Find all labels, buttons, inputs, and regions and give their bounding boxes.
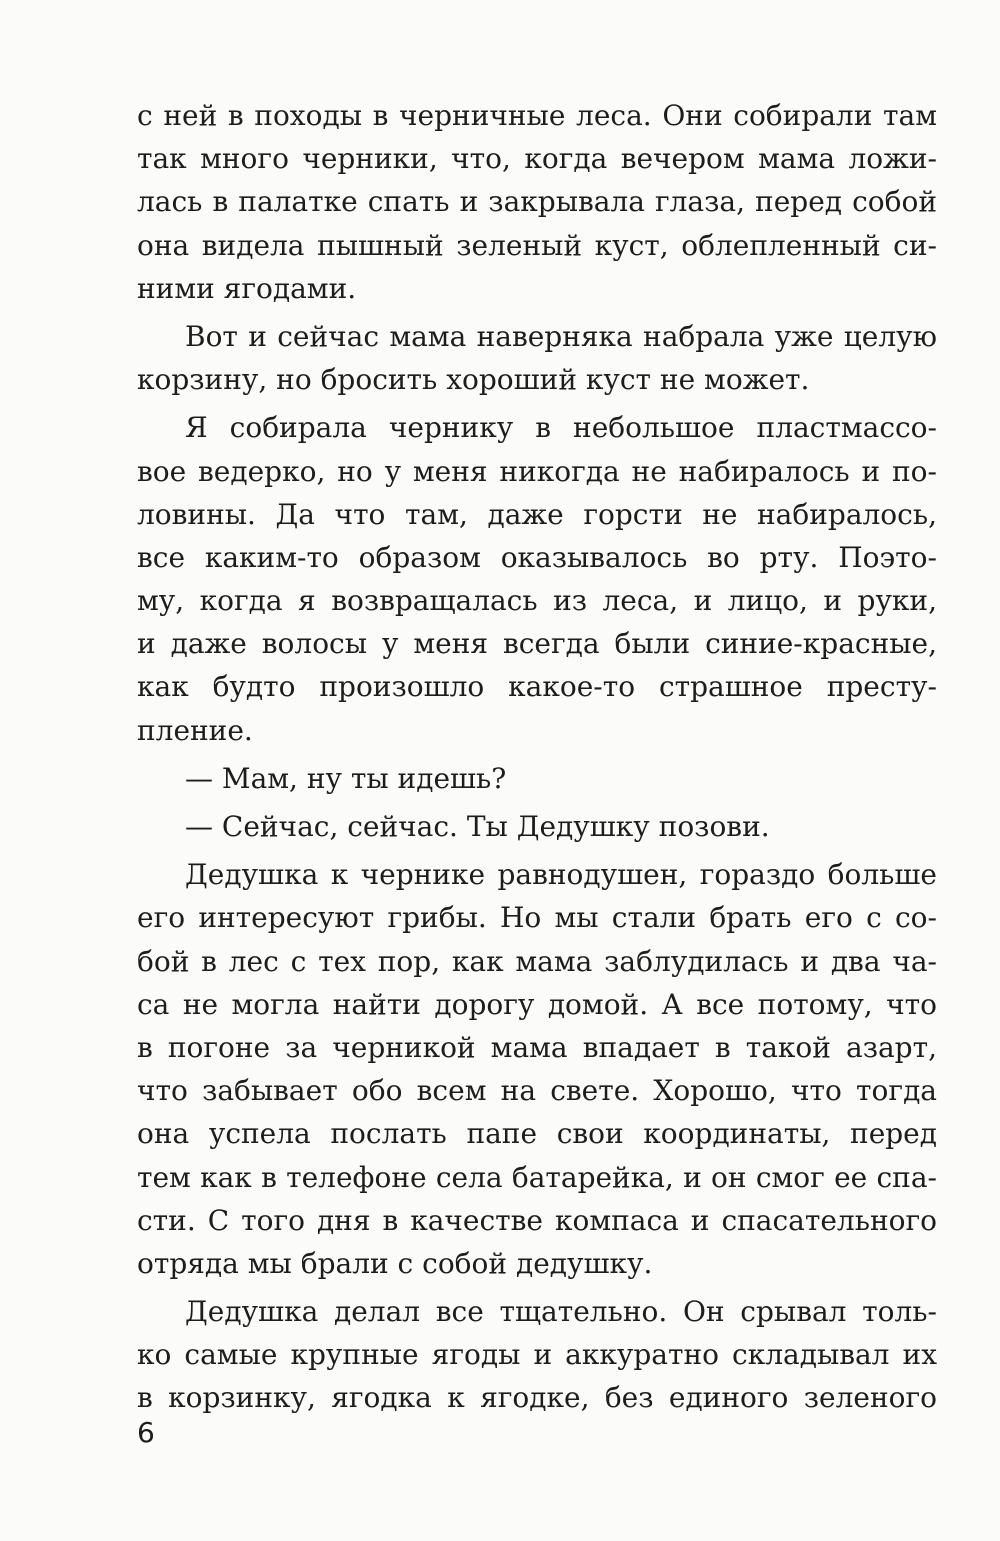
- text-line: са не могла найти дорогу домой. А все потому, что: [137, 987, 937, 1021]
- text-line: его интересуют грибы. Но мы стали брать его с со-: [137, 901, 937, 935]
- text-line: с ней в походы в черничные леса. Они собирали там: [137, 99, 937, 132]
- text-line: она видела пышный зеленый куст, облепленный си-: [137, 228, 937, 262]
- text-line: в погоне за черникой мама впадает в такой азарт,: [137, 1030, 937, 1064]
- text-line: как будто произошло какое-то страшное престу-: [137, 670, 937, 704]
- text-line: пление.: [137, 713, 253, 747]
- paragraph: [137, 757, 937, 800]
- text-line: вое ведерко, но у меня никогда не набиралось и по-: [137, 454, 937, 488]
- text-line: все каким-то образом оказывалось во рту. Поэто-: [137, 540, 937, 574]
- text-line: корзину, но бросить хороший куст не может.: [137, 363, 810, 397]
- paragraph: [137, 406, 937, 752]
- text-line: и даже волосы у меня всегда были синие-красные,: [137, 627, 937, 661]
- text-line: она успела послать папе свои координаты, перед: [137, 1117, 937, 1151]
- paragraph: [137, 853, 937, 1285]
- text-line: му, когда я возвращалась из леса, и лицо, и руки,: [137, 584, 937, 618]
- text-line: лась в палатке спать и закрывала глаза, перед собой: [137, 185, 937, 219]
- text-line: тем как в телефоне села батарейка, и он смог ее спа-: [137, 1160, 937, 1194]
- text-line: ними ягодами.: [137, 271, 357, 305]
- text-line: Я собирала чернику в небольшое пластмассо-: [185, 411, 937, 445]
- paragraph: [137, 315, 937, 401]
- text-line: Дедушка делал все тщательно. Он срывал толь-: [185, 1295, 937, 1329]
- text-line: в корзинку, ягодка к ягодке, без единого зеленого: [137, 1381, 937, 1415]
- text-line: так много черники, что, когда вечером мама ложи-: [137, 142, 937, 176]
- text-line: ловины. Да что там, даже горсти не набиралось,: [137, 497, 937, 531]
- text-line: Вот и сейчас мама наверняка набрала уже целую: [185, 319, 937, 353]
- text-line: бой в лес с тех пор, как мама заблудилась и два ча-: [137, 944, 937, 978]
- text-line: что забывает обо всем на свете. Хорошо, что тогда: [137, 1074, 937, 1108]
- body-text: [137, 94, 937, 1420]
- text-line: — Мам, ну ты идешь?: [185, 761, 507, 795]
- page-number: 6: [137, 1416, 155, 1449]
- paragraph: [137, 805, 937, 848]
- text-line: сти. С того дня в качестве компаса и спасательного: [137, 1203, 937, 1237]
- paragraph: [137, 1290, 937, 1420]
- text-line: ко самые крупные ягоды и аккуратно складывал их: [137, 1338, 937, 1372]
- paragraph: [137, 94, 937, 310]
- text-line: отряда мы брали с собой дедушку.: [137, 1246, 653, 1280]
- text-line: — Сейчас, сейчас. Ты Дедушку позови.: [185, 810, 770, 843]
- text-line: Дедушка к чернике равнодушен, гораздо больше: [185, 858, 937, 892]
